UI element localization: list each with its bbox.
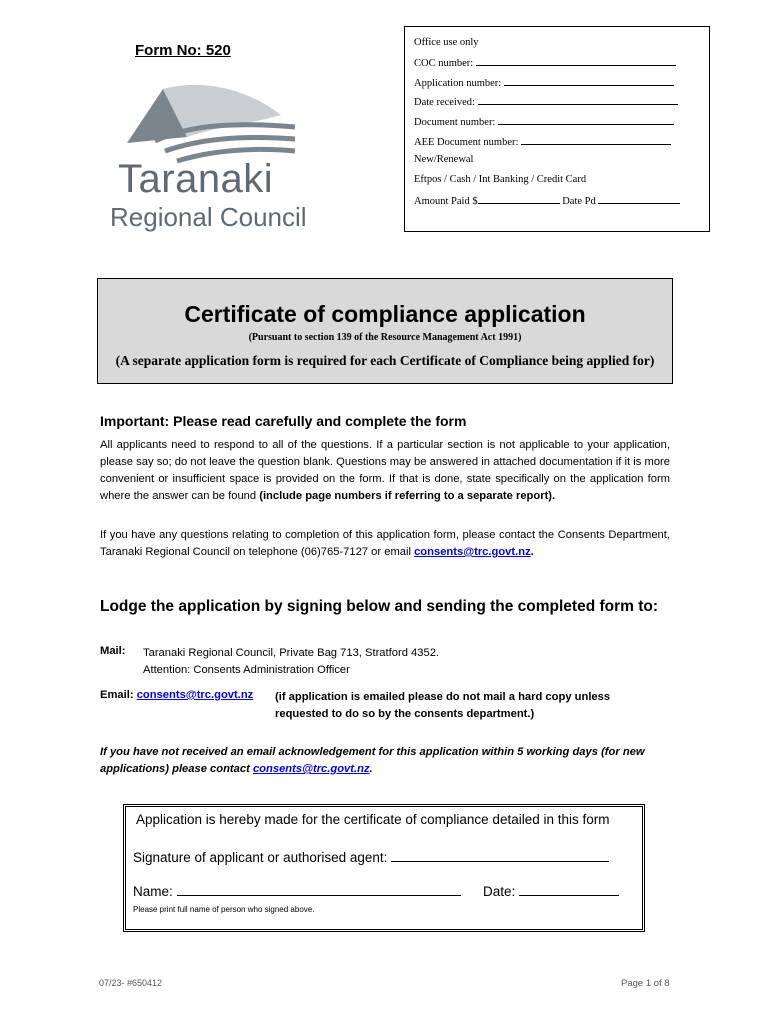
ack-email-link[interactable]: consents@trc.govt.nz: [252, 763, 370, 775]
contact-email-link[interactable]: consents@trc.govt.nz: [414, 546, 531, 558]
title-panel: [97, 278, 673, 384]
application-statement: Application is hereby made for the certificate of compliance detailed in this form: [136, 812, 610, 827]
lodge-heading: Lodge the application by signing below and sending the completed form to:: [100, 598, 659, 615]
important-heading: Important: Please read carefully and complete the form: [100, 413, 467, 429]
page-number: Page 1 of 8: [621, 978, 670, 989]
email-label: Email: consents@trc.govt.nz: [100, 689, 254, 701]
office-use-box: [404, 26, 710, 232]
separate-form-note: (A separate application form is required for each Certificate of Compliance being applied for): [115, 353, 655, 368]
mail-label: Mail:: [100, 645, 126, 657]
lodge-email-link[interactable]: consents@trc.govt.nz: [136, 689, 254, 701]
date-received-field[interactable]: Date received:: [414, 95, 709, 115]
page-title: Certificate of compliance application: [184, 301, 586, 327]
payment-method-field[interactable]: Eftpos / Cash / Int Banking / Credit Card: [414, 174, 587, 186]
instructions-paragraph: All applicants need to respond to all of the questions. If a particular section is not applicable to your application, please say so; do not leave the question blank. Questions may be answered in attached documentation if it is more convenient or insufficient space is provided on the form. If that is done, state specifically on the application form where the answer can be found (include page numbers if referring to a separate report).: [100, 439, 670, 502]
acknowledgement-note: If you have not received an email acknowledgement for this application within 5 working days (for new applications) please contact consents@trc.govt.nz.: [100, 746, 645, 775]
mail-address: Taranaki Regional Council, Private Bag 713, Stratford 4352. Attention: Consents Administration Officer: [143, 647, 440, 676]
date-field[interactable]: Date:: [483, 884, 619, 899]
document-number-field[interactable]: Document number:: [414, 115, 709, 135]
logo-text-regional-council: Regional Council: [110, 202, 307, 232]
logo-text-taranaki: Taranaki: [118, 157, 274, 201]
amount-paid-field[interactable]: Amount Paid $ Date Pd: [414, 194, 709, 214]
document-reference: 07/23- #650412: [99, 978, 163, 988]
office-use-title: Office use only: [414, 37, 479, 48]
application-number-field[interactable]: Application number:: [414, 76, 709, 96]
coc-number-field[interactable]: COC number:: [414, 56, 709, 76]
email-note: (if application is emailed please do not mail a hard copy unless requested to do so by the consents department.): [275, 691, 611, 720]
signature-field[interactable]: Signature of applicant or authorised agent:: [133, 850, 609, 865]
print-name-note: Please print full name of person who signed above.: [133, 905, 315, 914]
form-number: Form No: 520: [135, 42, 231, 59]
contact-paragraph: If you have any questions relating to completion of this application form, please contact the Consents Department, Taranaki Regional Council on telephone (06)765-7127 or email consents@trc.govt.nz.: [100, 529, 670, 558]
new-renewal-field[interactable]: New/Renewal: [414, 154, 474, 166]
aee-document-number-field[interactable]: AEE Document number:: [414, 135, 709, 155]
pursuant-note: (Pursuant to section 139 of the Resource Management Act 1991): [248, 332, 522, 343]
name-field[interactable]: Name:: [133, 884, 461, 899]
